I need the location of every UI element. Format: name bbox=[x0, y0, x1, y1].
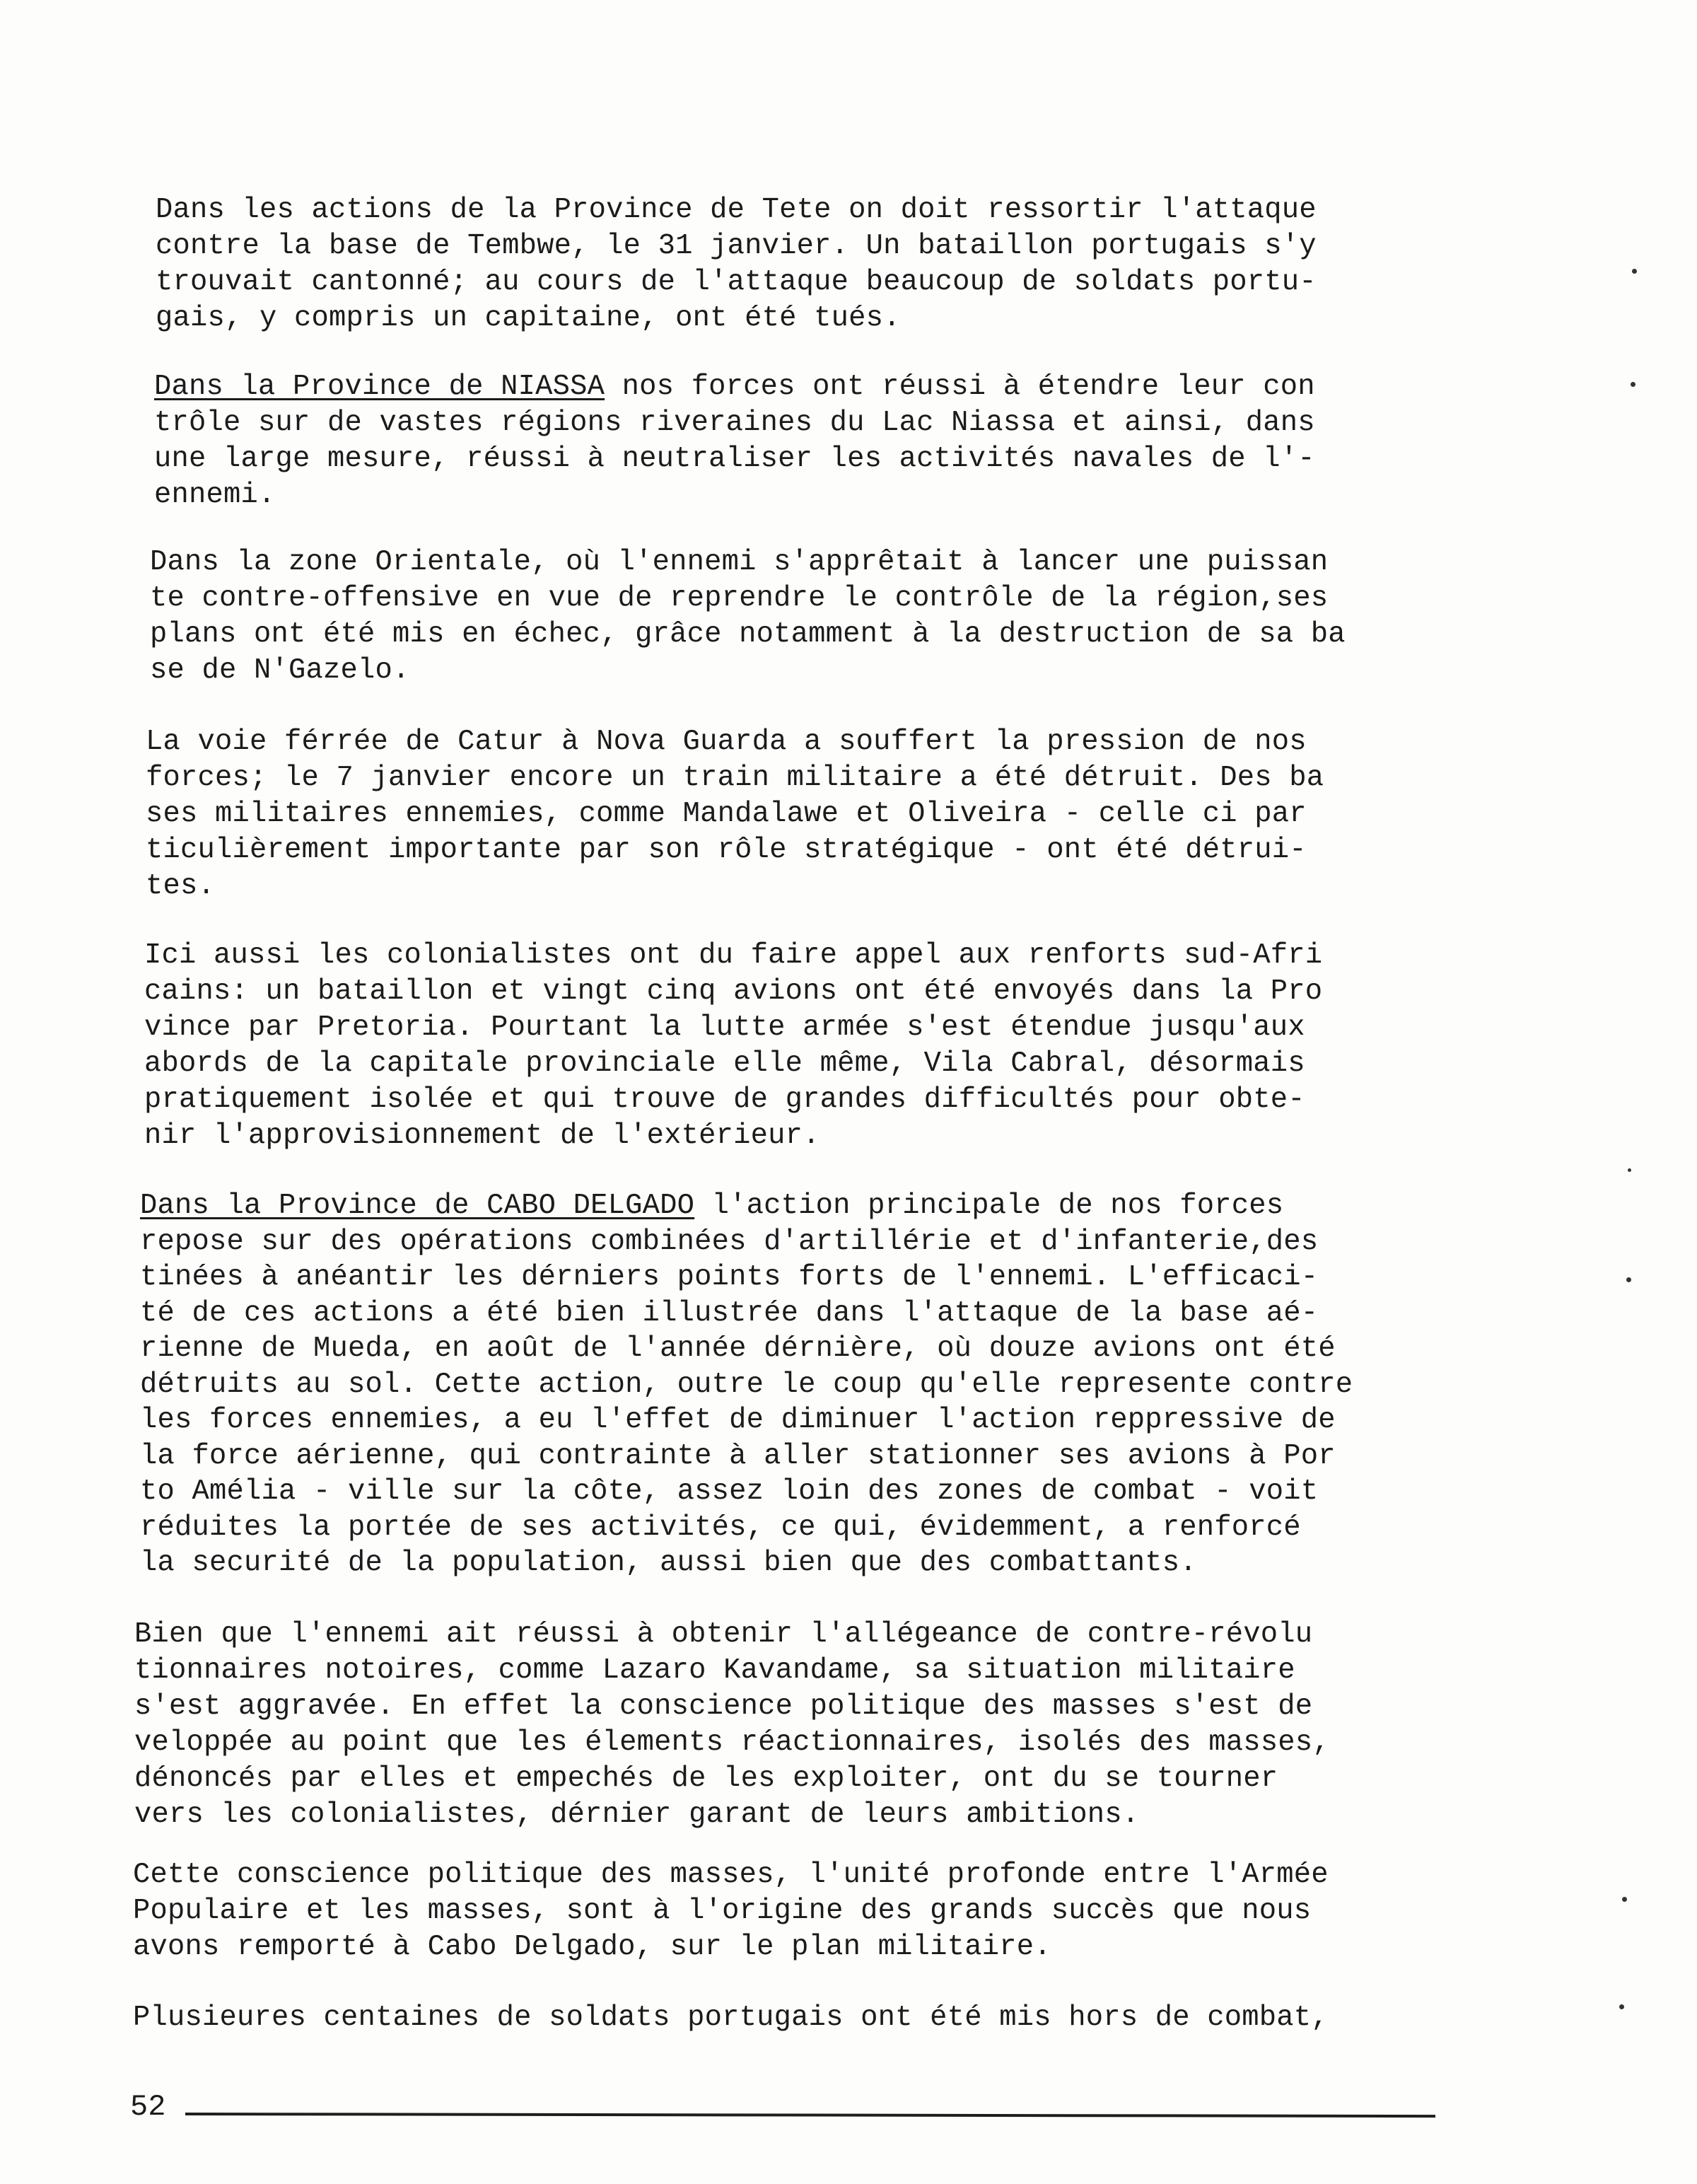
text-line-continuation: nos forces ont réussi à étendre leur con bbox=[605, 371, 1315, 403]
text-line: se de N'Gazelo. bbox=[150, 654, 410, 687]
text-line: avons remporté à Cabo Delgado, sur le plan militaire. bbox=[133, 1931, 1051, 1963]
text-line: tes. bbox=[146, 870, 216, 902]
text-line: forces; le 7 janvier encore un train militaire a été détruit. Des ba bbox=[146, 762, 1324, 794]
paragraph-reinforcements bbox=[144, 938, 1322, 1154]
paragraph-casualties bbox=[133, 2000, 1329, 2036]
text-line: té de ces actions a été bien illustrée dans l'attaque de la base aé- bbox=[140, 1296, 1319, 1330]
text-line: Dans les actions de la Province de Tete on doit ressortir l'attaque bbox=[156, 194, 1317, 226]
text-line: ses militaires ennemies, comme Mandalawe et Oliveira - celle ci par bbox=[146, 798, 1307, 830]
scan-speck bbox=[1631, 382, 1635, 387]
text-line: tionnaires notoires, comme Lazaro Kavandame, sa situation militaire bbox=[134, 1654, 1295, 1687]
footer-rule bbox=[185, 2113, 1435, 2118]
paragraph-eastern-zone bbox=[150, 545, 1346, 689]
text-line: dénoncés par elles et empechés de les exploiter, ont du se tourner bbox=[134, 1762, 1278, 1795]
text-line: vers les colonialistes, dérnier garant de leurs ambitions. bbox=[134, 1799, 1140, 1831]
scan-speck bbox=[1622, 1897, 1627, 1902]
text-line: Populaire et les masses, sont à l'origine des grands succès que nous bbox=[133, 1895, 1312, 1927]
text-line: trôle sur de vastes régions riveraines du Lac Niassa et ainsi, dans bbox=[154, 407, 1315, 439]
text-line: Dans la zone Orientale, où l'ennemi s'apprêtait à lancer une puissan bbox=[150, 546, 1329, 579]
text-line: ticulièrement importante par son rôle stratégique - ont été détrui- bbox=[146, 834, 1307, 866]
text-line: Plusieures centaines de soldats portugais ont été mis hors de combat, bbox=[133, 2002, 1329, 2034]
text-line: cains: un bataillon et vingt cinq avions ont été envoyés dans la Pro bbox=[144, 975, 1323, 1008]
section-heading-cabo-delgado: Dans la Province de CABO DELGADO bbox=[140, 1190, 695, 1222]
page-number: 52 bbox=[130, 2090, 166, 2124]
text-line: la force aérienne, qui contrainte à aller stationner ses avions à Por bbox=[140, 1439, 1336, 1473]
scan-speck bbox=[1619, 2004, 1624, 2009]
text-line: les forces ennemies, a eu l'effet de diminuer l'action reppressive de bbox=[140, 1404, 1336, 1436]
section-heading-niassa: Dans la Province de NIASSA bbox=[154, 371, 605, 403]
text-line-continuation: l'action principale de nos forces bbox=[694, 1190, 1284, 1222]
text-line: s'est aggravée. En effet la conscience politique des masses s'est de bbox=[134, 1690, 1313, 1723]
text-line: ennemi. bbox=[154, 479, 276, 511]
text-line: veloppée au point que les élements réactionnaires, isolés des masses, bbox=[134, 1726, 1330, 1759]
text-line: repose sur des opérations combinées d'artillérie et d'infanterie,des bbox=[140, 1225, 1319, 1258]
text-line: La voie férrée de Catur à Nova Guarda a souffert la pression de nos bbox=[146, 726, 1307, 758]
scan-speck bbox=[1628, 1168, 1631, 1172]
paragraph-political-consciousness bbox=[133, 1857, 1329, 1965]
paragraph-niassa-province bbox=[154, 369, 1315, 513]
paragraph-railway bbox=[146, 724, 1324, 905]
text-line: plans ont été mis en échec, grâce notamment à la destruction de sa ba bbox=[150, 618, 1346, 651]
text-line: vince par Pretoria. Pourtant la lutte armée s'est étendue jusqu'aux bbox=[144, 1011, 1305, 1044]
text-line: abords de la capitale provinciale elle même, Vila Cabral, désormais bbox=[144, 1047, 1305, 1080]
scan-speck bbox=[1626, 1277, 1631, 1282]
text-line: réduites la portée de ses activités, ce qui, évidemment, a renforcé bbox=[140, 1511, 1301, 1544]
text-line: tinées à anéantir les dérniers points forts de l'ennemi. L'efficaci- bbox=[140, 1261, 1319, 1294]
text-line: Cette conscience politique des masses, l'unité profonde entre l'Armée bbox=[133, 1859, 1329, 1891]
text-line: nir l'approvisionnement de l'extérieur. bbox=[144, 1120, 820, 1152]
text-line: Bien que l'ennemi ait réussi à obtenir l'allégeance de contre-révolu bbox=[134, 1618, 1313, 1651]
text-line: te contre-offensive en vue de reprendre le contrôle de la région,ses bbox=[150, 582, 1329, 615]
text-line: rienne de Mueda, en août de l'année dérnière, où douze avions ont été bbox=[140, 1332, 1336, 1365]
text-line: détruits au sol. Cette action, outre le coup qu'elle represente contre bbox=[140, 1368, 1353, 1401]
paragraph-political-situation bbox=[134, 1617, 1330, 1833]
text-line bbox=[140, 1188, 1353, 1224]
text-line bbox=[154, 369, 1315, 405]
scan-speck bbox=[1632, 269, 1637, 274]
text-line: to Amélia - ville sur la côte, assez loin des zones de combat - voit bbox=[140, 1475, 1319, 1508]
text-line: gais, y compris un capitaine, ont été tués. bbox=[156, 302, 901, 335]
text-line: contre la base de Tembwe, le 31 janvier. Un bataillon portugais s'y bbox=[156, 230, 1317, 262]
text-line: trouvait cantonné; au cours de l'attaque beaucoup de soldats portu- bbox=[156, 266, 1317, 298]
text-line: pratiquement isolée et qui trouve de grandes difficultés pour obte- bbox=[144, 1084, 1305, 1116]
paragraph-cabo-delgado-province bbox=[140, 1188, 1353, 1581]
text-line: Ici aussi les colonialistes ont du faire appel aux renforts sud-Afri bbox=[144, 939, 1323, 972]
paragraph-tete-province bbox=[156, 192, 1317, 337]
text-line: une large mesure, réussi à neutraliser les activités navales de l'- bbox=[154, 443, 1315, 475]
text-line: la securité de la population, aussi bien que des combattants. bbox=[140, 1547, 1197, 1579]
